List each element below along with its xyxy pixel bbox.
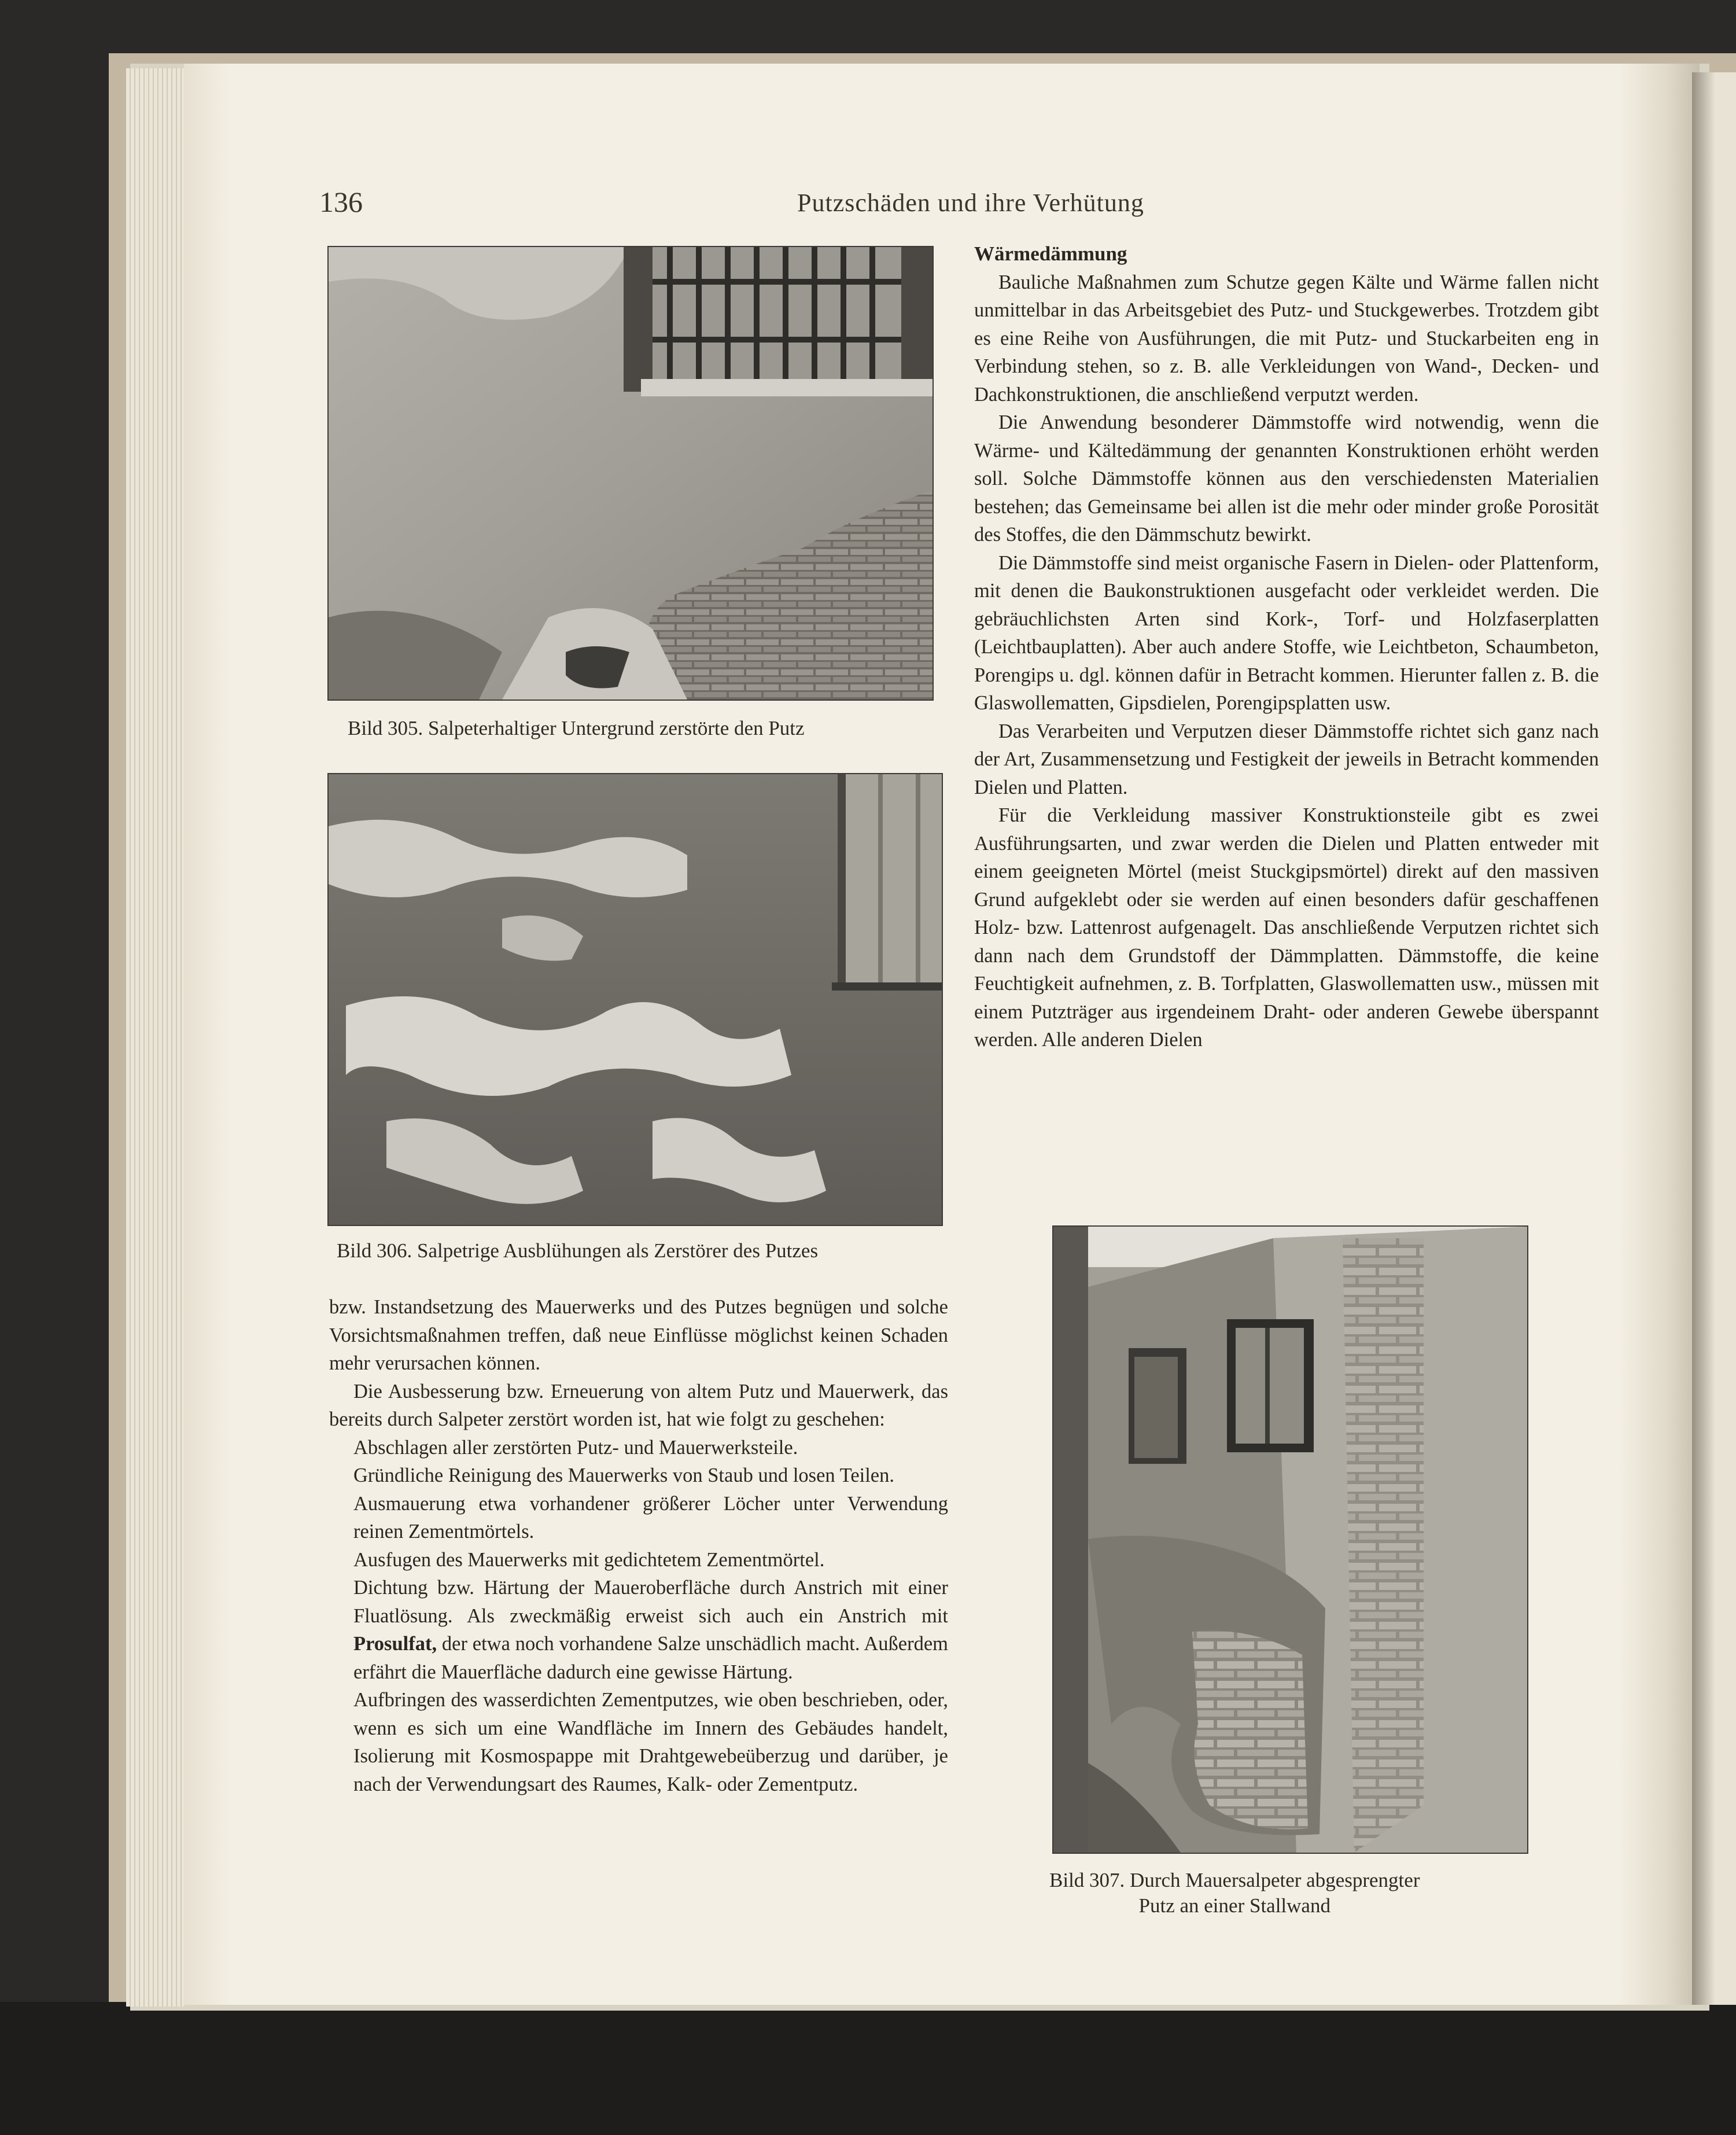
figure-306-caption: Bild 306. Salpetrige Ausblühungen als Zerstörer des Putzes	[337, 1239, 819, 1262]
list-item: Abschlagen aller zerstörten Putz- und Mauerwerksteile.	[353, 1436, 798, 1459]
right-text-column	[974, 240, 1599, 1054]
facing-page-edge	[1692, 72, 1736, 2005]
paragraph: Die Dämmstoffe sind meist organische Fasern in Dielen- oder Plattenform, mit denen die Baukonstruktionen ausgefacht oder verkleidet werden. Die gebräuchlichsten Arten sind Kork-, Torf- und Holzfaserplatten (Leichtbauplatten). Aber auch andere Stoffe, wie Leichtbeton, Schaumbeton, Porengips u. dgl. können dafür in Betracht kommen. Hierunter fallen z. B. die Glaswollematten, Gipsdielen, Porengipsplatten usw.	[974, 551, 1599, 714]
bottom-shadow	[0, 2002, 1736, 2135]
item-text: der etwa noch vorhandene Salze unschädlich macht. Außerdem erfährt die Mauerfläche dadurch eine gewisse Härtung.	[353, 1633, 948, 1683]
figure-307-caption-line1: Bild 307. Durch Mauersalpeter abgesprengter	[1049, 1869, 1420, 1891]
paragraph: Die Anwendung besonderer Dämmstoffe wird notwendig, wenn die Wärme- und Kältedämmung der genannten Konstruktionen erhöht werden soll. Solche Dämmstoffe können aus den verschiedensten Materialien bestehen; das Gemeinsame bei allen ist die mehr oder minder große Porosität des Stoffes, die den Dämmschutz bewirkt.	[974, 411, 1599, 546]
paragraph: bzw. Instandsetzung des Mauerwerks und des Putzes begnügen und solche Vorsichtsmaßnahmen treffen, daß neue Einflüsse möglichst keinen Schaden mehr verursachen können.	[329, 1296, 948, 1374]
page-edges	[126, 68, 184, 2007]
figure-307-caption	[1049, 1868, 1420, 1919]
page-number: 136	[319, 186, 363, 218]
figure-307-photo	[1052, 1225, 1528, 1854]
paragraph: Die Ausbesserung bzw. Erneuerung von altem Putz und Mauerwerk, das bereits durch Salpeter zerstört worden ist, hat wie folgt zu geschehen:	[329, 1380, 948, 1430]
list-item	[329, 1574, 948, 1686]
paragraph: Für die Verkleidung massiver Konstruktionsteile gibt es zwei Ausführungsarten, und zwar werden die Dielen und Platten entweder mit einem geeigneten Mörtel (meist Stuckgipsmörtel) direkt auf den massiven Grund aufgeklebt oder sie werden auf einen besonders dafür geschaffenen Holz- bzw. Lattenrost aufgenagelt. Das anschließende Verputzen richtet sich dann nach dem Grundstoff der Dämmplatten. Dämmstoffe, die keine Feuchtigkeit aufnehmen, z. B. Torfplatten, Glaswollematten usw., müssen mit einem Putzträger aus irgendeinem Draht- oder anderen Gewebe überspannt werden. Alle anderen Dielen	[974, 804, 1599, 1051]
list-item: Gründliche Reinigung des Mauerwerks von Staub und losen Teilen.	[353, 1464, 894, 1486]
figure-305-photo	[327, 246, 934, 701]
running-title: Putzschäden und ihre Verhütung	[797, 189, 1144, 217]
list-item: Ausmauerung etwa vorhandener größerer Löcher unter Verwendung reinen Zementmörtels.	[353, 1492, 948, 1543]
list-item: Aufbringen des wasserdichten Zementputzes, wie oben beschrieben, oder, wenn es sich um eine Wandfläche im Innern des Gebäudes handelt, Isolierung mit Kosmospappe mit Drahtgewebeüberzug und darüber, je nach der Verwendungsart des Raumes, Kalk- oder Zementputz.	[353, 1689, 948, 1795]
figure-306-photo	[327, 773, 943, 1226]
prosulfat-term: Prosulfat,	[353, 1633, 437, 1655]
paragraph: Das Verarbeiten und Verputzen dieser Dämmstoffe richtet sich ganz nach der Art, Zusammensetzung und Festigkeit der jeweils in Betracht kommenden Dielen und Platten.	[974, 720, 1599, 798]
left-text-column	[329, 1293, 948, 1798]
section-title: Wärmedämmung	[974, 242, 1127, 265]
figure-305-caption: Bild 305. Salpeterhaltiger Untergrund zerstörte den Putz	[348, 717, 805, 739]
list-item: Ausfugen des Mauerwerks mit gedichtetem Zementmörtel.	[353, 1548, 825, 1571]
paragraph: Bauliche Maßnahmen zum Schutze gegen Kälte und Wärme fallen nicht unmittelbar in das Arbeitsgebiet des Putz- und Stuckgewerbes. Trotzdem gibt es eine Reihe von Ausführungen, die mit Putz- und Stuckarbeiten eng in Verbindung stehen, so z. B. alle Verkleidungen von Wand-, Decken- und Dachkonstruktionen, die anschließend verputzt werden.	[974, 271, 1599, 406]
item-text: Dichtung bzw. Härtung der Maueroberfläche durch Anstrich mit einer Fluatlösung. Als zweckmäßig erweist sich auch ein Anstrich mit	[353, 1577, 948, 1627]
figure-307-caption-line2: Putz an einer Stallwand	[1138, 1894, 1330, 1917]
